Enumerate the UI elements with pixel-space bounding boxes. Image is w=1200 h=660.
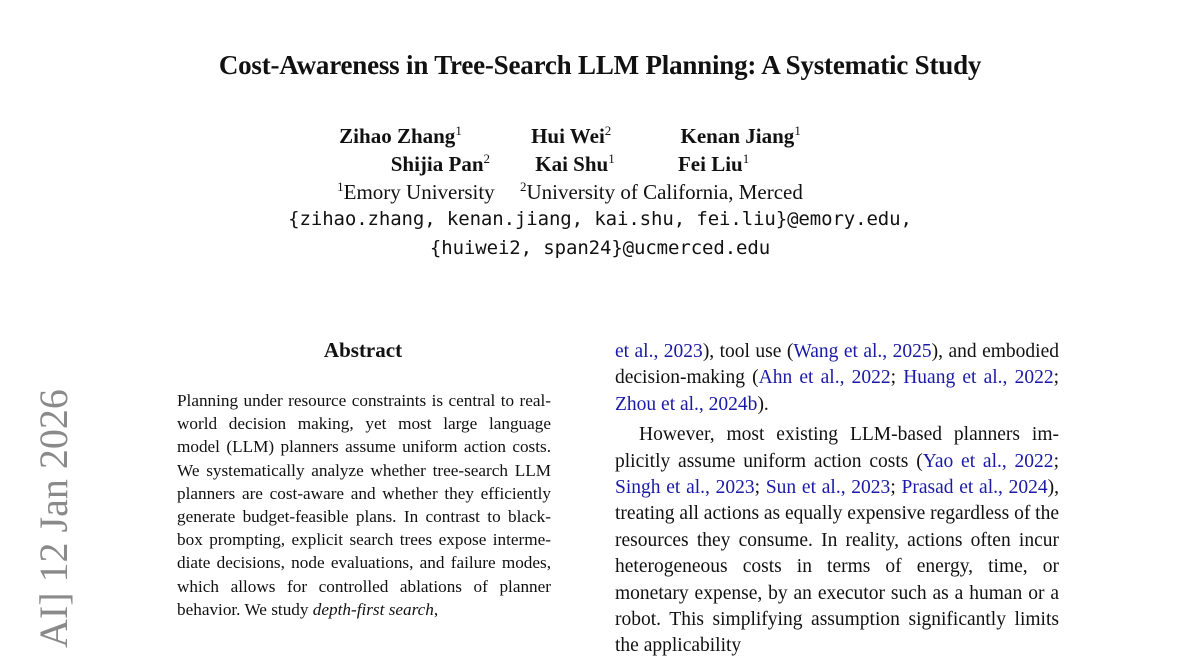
paragraph-text: ; — [754, 477, 766, 499]
abstract-heading: Abstract — [323, 338, 403, 362]
citation-link[interactable]: Zhou et al., 2024b — [615, 393, 758, 415]
author-name: Shijia Pan$^2$ — [390, 151, 491, 176]
author-row-1 — [0, 122, 1140, 150]
email-line: {zihao.zhang, kenan.jiang, kai.shu, fei.liu}@emory.edu, — [288, 208, 912, 230]
paragraph-text: ; — [1053, 450, 1059, 472]
citation-link[interactable]: Singh et al., 2023 — [615, 477, 755, 499]
email-line: {huiwei2, span24}@ucmerced.edu — [429, 237, 771, 259]
email-block — [0, 205, 1200, 263]
author-name: Hui Wei$^2$ — [531, 123, 612, 148]
paragraph-text: ; — [1053, 367, 1060, 389]
author-name: Fei Liu$^1$ — [677, 151, 750, 176]
citation-link[interactable]: Huang et al., 2022 — [903, 367, 1054, 389]
author-name: Kai Shu$^1$ — [535, 151, 615, 176]
arxiv-stamp: AI] 12 Jan 2026 — [31, 389, 76, 648]
author-name: Zihao Zhang$^1$ — [339, 123, 462, 148]
affiliation: $^1$Emory University — [337, 179, 495, 204]
citation-link[interactable]: Yao et al., 2022 — [922, 450, 1054, 472]
paragraph-text: ), treating all actions as equally expensive regardless of the resources they consume. In reality, actions often incur heterogeneous costs in terms of energy, time, or monetary expense, by an executor such as a human or a robot. This simplifying assumption significantly limits the applicability — [615, 477, 1060, 657]
abstract-emphasis: depth-first search — [312, 599, 434, 619]
body-paragraph — [615, 422, 1059, 660]
citation-link[interactable]: Prasad et al., 2024 — [901, 477, 1048, 499]
citation-link[interactable]: Ahn et al., 2022 — [758, 367, 891, 389]
paragraph-text: ; — [890, 367, 904, 389]
author-name: Kenan Jiang$^1$ — [680, 123, 801, 148]
paragraph-text: However, most existing LLM-based planners implicitly assume uniform action costs ( — [615, 424, 1059, 472]
author-row-2 — [0, 150, 1140, 178]
citation-link[interactable]: Sun et al., 2023 — [765, 477, 891, 499]
paragraph-text: ). — [757, 393, 769, 415]
paragraph-text: ), and embodied decision-making ( — [615, 341, 1059, 389]
paragraph-text: ; — [890, 477, 902, 499]
paper-title: Cost-Awareness in Tree-Search LLM Planning: A Systematic Study — [218, 50, 982, 80]
citation-link[interactable]: Wang et al., 2025 — [793, 341, 932, 362]
body-paragraph — [615, 339, 1059, 418]
paragraph-text: ), tool use ( — [702, 341, 794, 362]
affiliation-row — [0, 178, 1140, 206]
affiliation: $^2$University of California, Merced — [519, 179, 803, 204]
right-column — [615, 339, 1059, 660]
abstract-text: Planning under resource constraints is central to real-world decision making, yet most large language model (LLM) planners assume uniform action costs. We systematically analyze whether tree-search LLM planners are cost-aware and whether they efficiently generate budget-feasible plans. In contrast to black-box prompting, explicit search trees expose intermediate decisions, node evaluations, and failure modes, which allows for controlled ablations of planner behavior. We study depth-first search, — [177, 391, 551, 619]
citation-link[interactable]: et al., 2023 — [615, 341, 703, 362]
author-block — [0, 122, 1140, 206]
